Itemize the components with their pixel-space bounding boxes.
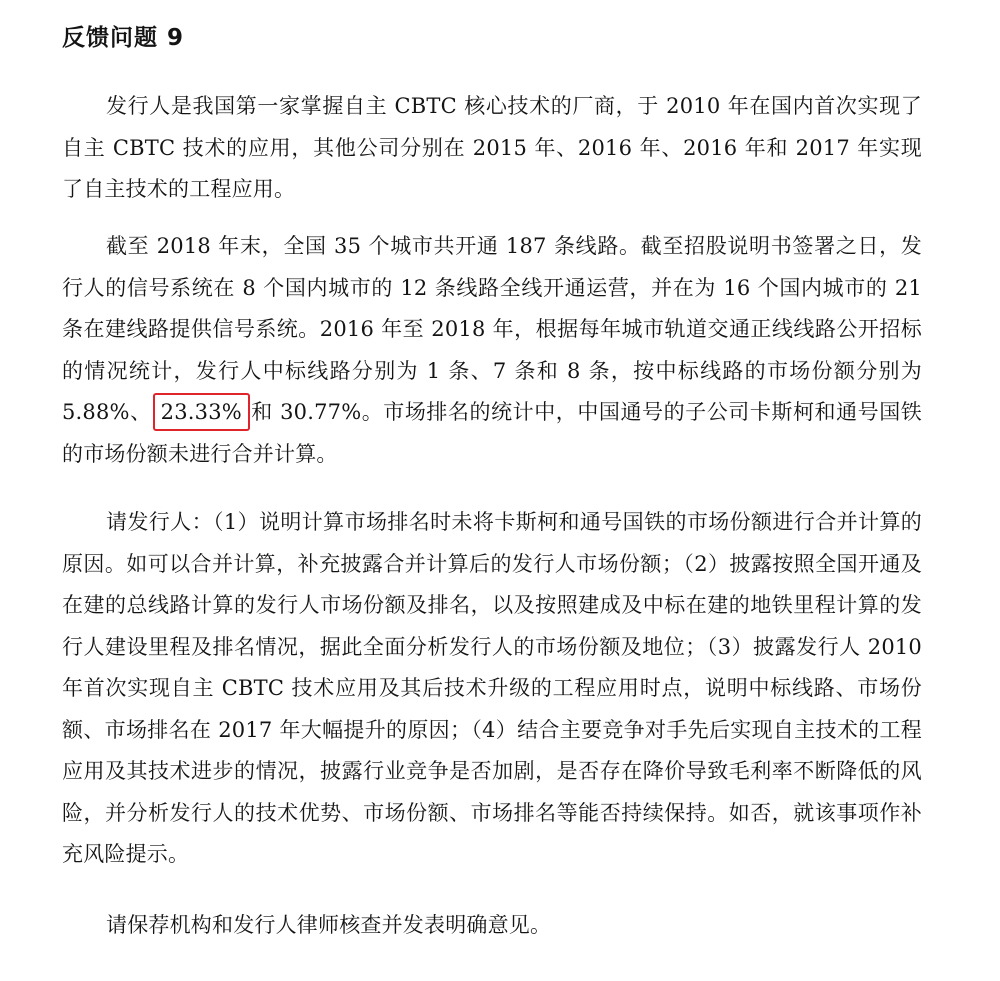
paragraph-requests: 请发行人：（1）说明计算市场排名时未将卡斯柯和通号国铁的市场份额进行合并计算的原因。如可以合并计算，补充披露合并计算后的发行人市场份额；（2）披露按照全国开通及在建的总线路计算的发行人市场份额及排名，以及按照建成及中标在建的地铁里程计算的发行人建设里程及排名情况，据此全面分析发行人的市场份额及地位；（3）披露发行人 2010 年首次实现自主 CBTC 技术应用及其后技术升级的工程应用时点，说明中标线路、市场份额、市场排名在 2017 年大幅提升的原因；（4）结合主要竞争对手先后实现自主技术的工程应用及其技术进步的情况，披露行业竞争是否加剧，是否存在降价导致毛利率不断降低的风险，并分析发行人的技术优势、市场份额、市场排名等能否持续保持。如否，就该事项作补充风险提示。 [62, 510, 922, 866]
paragraph-background: 发行人是我国第一家掌握自主 CBTC 核心技术的厂商，于 2010 年在国内首次实现了自主 CBTC 技术的应用，其他公司分别在 2015 年、2016 年、2016 年和 2017 年实现了自主技术的工程应用。 [62, 94, 922, 201]
market-share-text-after: 和 30.77%。市场排名的统计中，中国通号的子公司卡斯柯和通号国铁的市场份额未进行合并计算。 [62, 400, 922, 466]
paragraph-sponsor-request: 请保荐机构和发行人律师核查并发表明确意见。 [106, 913, 552, 937]
highlighted-market-share: 23.33% [153, 393, 250, 431]
market-share-text-before: 截至 2018 年末，全国 35 个城市共开通 187 条线路。截至招股说明书签署之日，发行人的信号系统在 8 个国内城市的 12 条线路全线开通运营，并在为 16 个国内城市的 21 条在建线路提供信号系统。2016 年至 2018 年，根据每年城市轨道交通正线线路公开招标的情况统计，发行人中标线路分别为 1 条、7 条和 8 条，按中标线路的市场份额分别为 5.88%、 [62, 234, 922, 424]
paragraph-market-share [62, 226, 922, 475]
question-heading: 反馈问题 9 [62, 25, 185, 51]
